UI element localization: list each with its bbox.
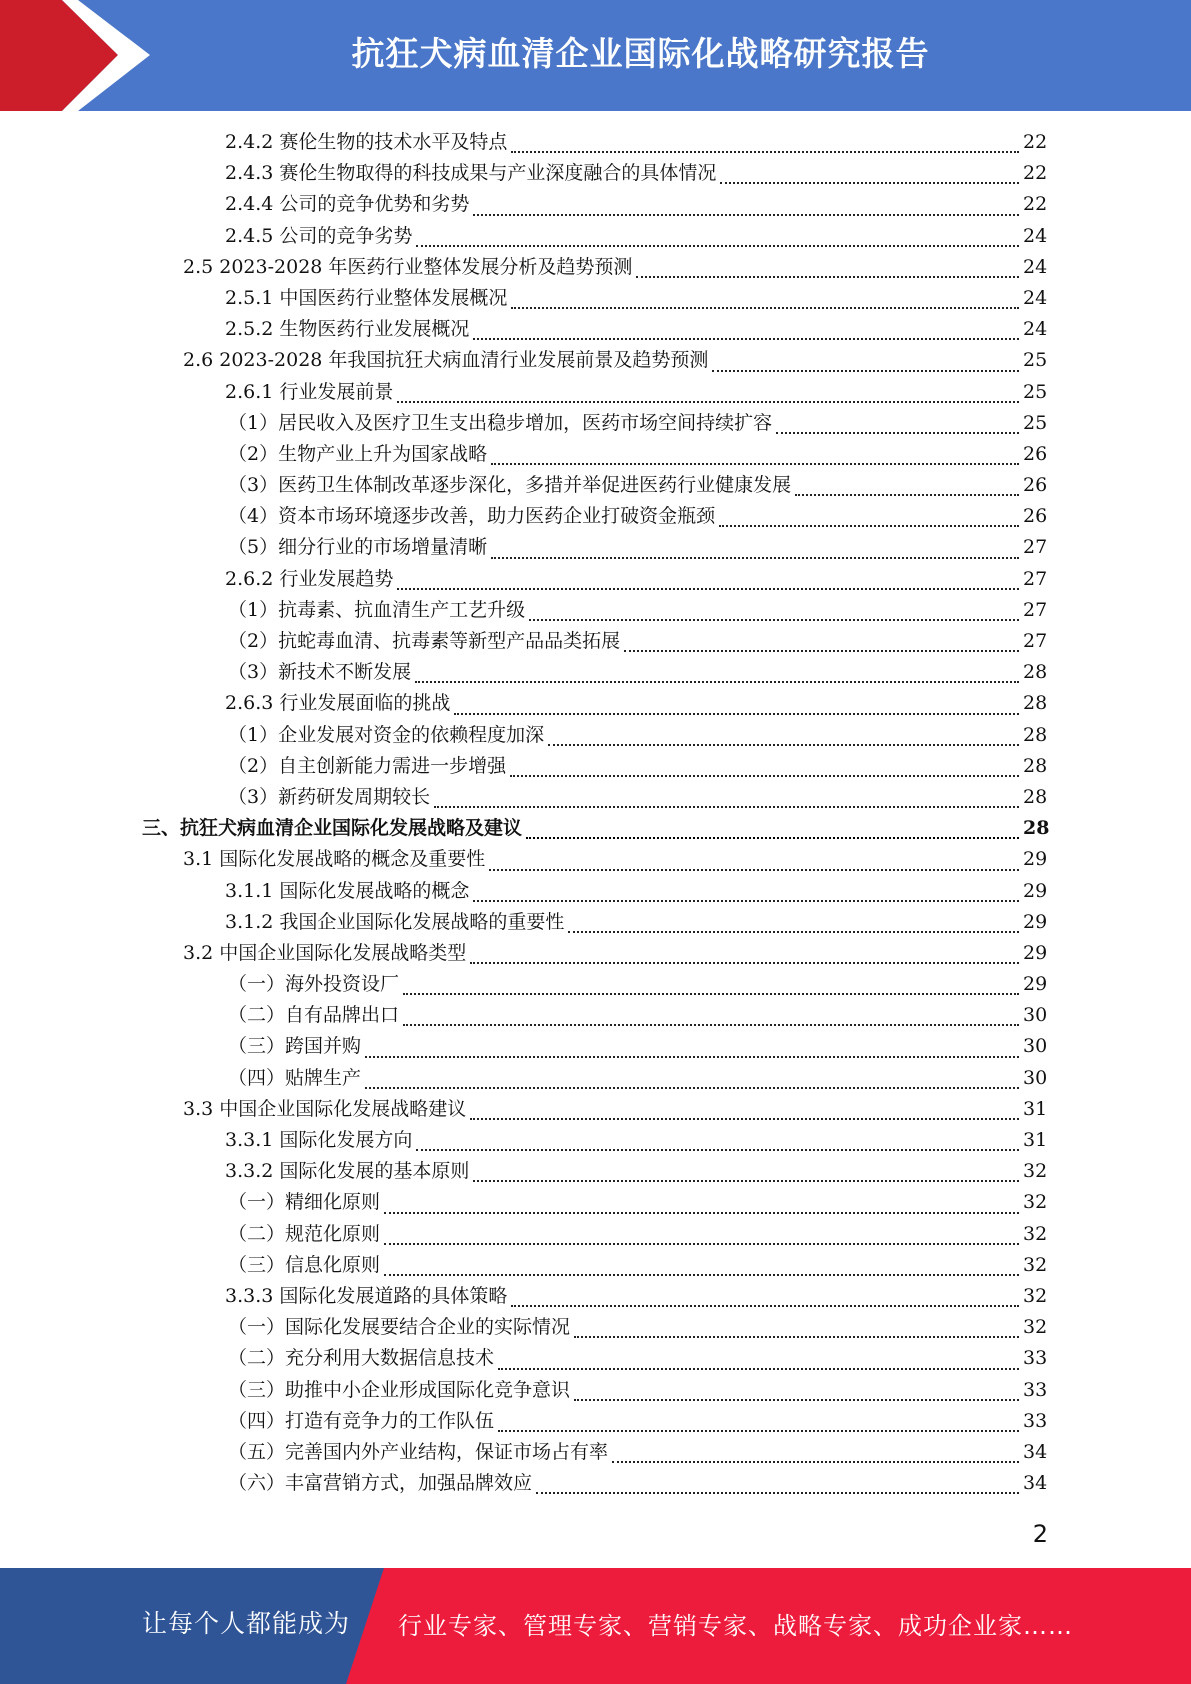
toc-entry[interactable] xyxy=(225,377,1047,408)
toc-entry[interactable] xyxy=(228,439,1047,470)
toc-dot-leader xyxy=(526,837,1019,839)
toc-entry-page: 24 xyxy=(1023,286,1048,309)
toc-entry-page: 29 xyxy=(1023,910,1048,933)
toc-entry-title: （1）居民收入及医疗卫生支出稳步增加，医药市场空间持续扩容 xyxy=(228,411,773,434)
toc-entry-title: （2）抗蛇毒血清、抗毒素等新型产品品类拓展 xyxy=(228,630,621,652)
toc-entry-page: 29 xyxy=(1023,941,1048,964)
toc-dot-leader xyxy=(568,931,1019,933)
toc-entry-title: 2.6.2 行业发展趋势 xyxy=(225,567,394,590)
toc-dot-leader xyxy=(511,307,1019,309)
toc-dot-leader xyxy=(397,401,1019,403)
toc-entry-title: 2.4.2 赛伦生物的技术水平及特点 xyxy=(225,131,508,153)
toc-entry-title: （二）充分利用大数据信息技术 xyxy=(228,1347,495,1370)
toc-entry-title: 2.5.1 中国医药行业整体发展概况 xyxy=(225,286,508,309)
toc-entry-title: 2.5.2 生物医药行业发展概况 xyxy=(225,318,470,341)
toc-entry-page: 30 xyxy=(1023,1035,1048,1058)
toc-entry-title: （三）助推中小企业形成国际化竞争意识 xyxy=(228,1378,571,1401)
toc-entry-title: （一）精细化原则 xyxy=(228,1191,381,1214)
toc-dot-leader xyxy=(719,525,1019,527)
toc-dot-leader xyxy=(574,1336,1019,1338)
toc-entry[interactable] xyxy=(228,532,1047,563)
toc-dot-leader xyxy=(416,1149,1019,1151)
toc-entry[interactable] xyxy=(225,876,1047,907)
page-number: 2 xyxy=(1032,1520,1048,1548)
toc-entry[interactable] xyxy=(228,408,1047,439)
toc-entry[interactable] xyxy=(228,1343,1047,1374)
page-footer xyxy=(0,1568,1191,1684)
toc-dot-leader xyxy=(536,1492,1019,1494)
toc-entry[interactable] xyxy=(228,782,1047,813)
toc-dot-leader xyxy=(776,432,1019,434)
toc-entry-title: （一）海外投资设厂 xyxy=(228,973,400,996)
toc-dot-leader xyxy=(384,1243,1019,1245)
toc-entry-title: 3.1 国际化发展战略的概念及重要性 xyxy=(183,848,486,871)
toc-entry-page: 28 xyxy=(1023,723,1048,746)
toc-entry[interactable] xyxy=(225,564,1047,595)
toc-entry[interactable] xyxy=(225,283,1047,314)
toc-dot-leader xyxy=(720,182,1019,184)
toc-entry[interactable] xyxy=(225,314,1047,345)
toc-dot-leader xyxy=(548,744,1019,746)
toc-entry-title: （一）国际化发展要结合企业的实际情况 xyxy=(228,1316,571,1339)
toc-entry-page: 32 xyxy=(1023,1284,1048,1307)
toc-dot-leader xyxy=(403,1024,1019,1026)
toc-entry-page: 34 xyxy=(1023,1472,1048,1495)
toc-entry-page: 30 xyxy=(1023,1066,1048,1089)
toc-entry-title: 3.3.1 国际化发展方向 xyxy=(225,1129,413,1151)
toc-entry[interactable] xyxy=(228,1375,1047,1406)
toc-dot-leader xyxy=(510,775,1019,777)
toc-dot-leader xyxy=(624,650,1019,652)
page-header xyxy=(0,0,1191,111)
toc-entry-page: 31 xyxy=(1023,1097,1048,1120)
toc-entry-title: （1）抗毒素、抗血清生产工艺升级 xyxy=(228,598,526,621)
toc-entry-page: 24 xyxy=(1023,255,1048,278)
toc-dot-leader xyxy=(473,900,1019,902)
toc-entry-page: 30 xyxy=(1023,1004,1048,1027)
toc-entry-page: 27 xyxy=(1023,598,1048,621)
toc-entry[interactable] xyxy=(228,470,1047,501)
toc-entry-title: （四）打造有竞争力的工作队伍 xyxy=(228,1409,495,1432)
toc-dot-leader xyxy=(473,338,1019,340)
toc-entry[interactable] xyxy=(228,751,1047,782)
toc-entry-title: 3.1.2 我国企业国际化发展战略的重要性 xyxy=(225,910,565,933)
toc-entry-page: 32 xyxy=(1023,1253,1048,1276)
toc-entry[interactable] xyxy=(142,813,1050,844)
toc-dot-leader xyxy=(384,1212,1019,1214)
toc-entry-title: （二）规范化原则 xyxy=(228,1222,381,1245)
toc-entry-page: 26 xyxy=(1023,505,1048,528)
toc-entry-page: 24 xyxy=(1023,224,1048,247)
toc-dot-leader xyxy=(473,214,1019,216)
toc-entry-title: （三）跨国并购 xyxy=(228,1035,362,1058)
toc-entry[interactable] xyxy=(225,1125,1047,1156)
toc-dot-leader xyxy=(415,681,1019,683)
toc-entry-page: 22 xyxy=(1023,193,1048,216)
toc-dot-leader xyxy=(511,1305,1019,1307)
toc-entry-title: 2.4.4 公司的竞争优势和劣势 xyxy=(225,193,470,216)
toc-entry[interactable] xyxy=(225,688,1047,719)
toc-entry-page: 27 xyxy=(1023,630,1048,652)
toc-entry-title: 3.3.2 国际化发展的基本原则 xyxy=(225,1160,470,1183)
toc-entry[interactable] xyxy=(225,221,1047,252)
toc-entry[interactable] xyxy=(228,1250,1047,1281)
toc-dot-leader xyxy=(416,245,1019,247)
toc-entry-page: 29 xyxy=(1023,973,1048,996)
toc-entry[interactable] xyxy=(225,158,1047,189)
toc-entry-page: 25 xyxy=(1023,380,1048,403)
toc-entry[interactable] xyxy=(183,1094,1047,1125)
toc-entry-page: 34 xyxy=(1023,1440,1048,1463)
toc-entry-page: 28 xyxy=(1023,661,1048,684)
toc-dot-leader xyxy=(491,557,1019,559)
toc-entry-title: （2）自主创新能力需进一步增强 xyxy=(228,754,507,777)
toc-entry[interactable] xyxy=(225,189,1047,220)
toc-entry-page: 26 xyxy=(1023,442,1048,465)
toc-entry-title: （3）新技术不断发展 xyxy=(228,661,412,684)
toc-entry-title: （二）自有品牌出口 xyxy=(228,1004,400,1027)
toc-entry[interactable] xyxy=(225,1156,1047,1187)
toc-dot-leader xyxy=(403,993,1019,995)
toc-dot-leader xyxy=(491,463,1019,465)
toc-entry-title: 3.2 中国企业国际化发展战略类型 xyxy=(183,941,467,964)
toc-entry-title: （5）细分行业的市场增量清晰 xyxy=(228,536,488,559)
toc-entry-title: （六）丰富营销方式，加强品牌效应 xyxy=(228,1472,533,1495)
toc-entry-page: 27 xyxy=(1023,536,1048,559)
toc-entry[interactable] xyxy=(228,1219,1047,1250)
toc-dot-leader xyxy=(470,1118,1019,1120)
toc-entry[interactable] xyxy=(228,657,1047,688)
toc-entry-title: 2.5 2023-2028 年医药行业整体发展分析及趋势预测 xyxy=(183,255,633,278)
toc-entry[interactable] xyxy=(228,1000,1047,1031)
toc-entry-page: 22 xyxy=(1023,162,1048,185)
table-of-contents xyxy=(0,127,1191,1499)
toc-entry-title: 3.1.1 国际化发展战略的概念 xyxy=(225,879,470,902)
toc-entry-title: （四）贴牌生产 xyxy=(228,1066,362,1089)
toc-dot-leader xyxy=(529,619,1019,621)
toc-entry[interactable] xyxy=(225,907,1047,938)
toc-entry[interactable] xyxy=(228,1406,1047,1437)
toc-entry-page: 31 xyxy=(1023,1129,1048,1151)
toc-entry[interactable] xyxy=(228,1468,1047,1499)
toc-entry-page: 28 xyxy=(1023,692,1048,715)
toc-entry-title: 3.3 中国企业国际化发展战略建议 xyxy=(183,1097,467,1120)
toc-entry[interactable] xyxy=(228,1437,1047,1468)
toc-entry-page: 32 xyxy=(1023,1160,1048,1183)
toc-entry-page: 29 xyxy=(1023,848,1048,871)
toc-entry[interactable] xyxy=(228,720,1047,751)
toc-entry-page: 26 xyxy=(1023,474,1048,497)
toc-entry-page: 24 xyxy=(1023,318,1048,341)
toc-entry-page: 22 xyxy=(1023,131,1048,153)
toc-dot-leader xyxy=(397,588,1019,590)
toc-entry-title: 2.6 2023-2028 年我国抗狂犬病血清行业发展前景及趋势预测 xyxy=(183,349,709,372)
toc-entry-page: 33 xyxy=(1023,1347,1048,1370)
toc-entry-title: 2.6.1 行业发展前景 xyxy=(225,380,394,403)
toc-entry-page: 27 xyxy=(1023,567,1048,590)
toc-entry-title: 三、抗狂犬病血清企业国际化发展战略及建议 xyxy=(142,817,523,840)
toc-dot-leader xyxy=(365,1087,1019,1089)
toc-entry[interactable] xyxy=(228,1031,1047,1062)
toc-entry-page: 32 xyxy=(1023,1191,1048,1214)
toc-entry[interactable] xyxy=(228,626,1047,657)
footer-slogan-left: 让每个人都能成为 xyxy=(142,1609,351,1638)
toc-entry[interactable] xyxy=(225,127,1047,158)
toc-entry-page: 28 xyxy=(1023,817,1050,840)
footer-slogan-right: 行业专家、管理专家、营销专家、战略专家、成功企业家…… xyxy=(398,1612,1073,1640)
toc-entry-page: 32 xyxy=(1023,1316,1048,1339)
toc-entry[interactable] xyxy=(228,501,1047,532)
toc-entry-title: （三）信息化原则 xyxy=(228,1253,381,1276)
toc-dot-leader xyxy=(712,370,1019,372)
toc-dot-leader xyxy=(511,151,1019,153)
toc-entry-page: 28 xyxy=(1023,754,1048,777)
toc-dot-leader xyxy=(470,962,1019,964)
toc-dot-leader xyxy=(384,1274,1019,1276)
toc-entry-page: 29 xyxy=(1023,879,1048,902)
toc-entry-page: 28 xyxy=(1023,785,1048,808)
toc-entry-title: 2.6.3 行业发展面临的挑战 xyxy=(225,692,451,715)
toc-entry-title: （2）生物产业上升为国家战略 xyxy=(228,442,488,465)
toc-entry-title: 2.4.3 赛伦生物取得的科技成果与产业深度融合的具体情况 xyxy=(225,162,717,185)
toc-entry[interactable] xyxy=(228,1187,1047,1218)
header-red-chevron xyxy=(0,0,118,111)
toc-dot-leader xyxy=(454,713,1019,715)
toc-entry-page: 25 xyxy=(1023,349,1048,372)
toc-entry-title: （3）新药研发周期较长 xyxy=(228,785,431,808)
toc-entry[interactable] xyxy=(228,969,1047,1000)
toc-dot-leader xyxy=(795,494,1019,496)
toc-dot-leader xyxy=(489,869,1019,871)
toc-entry-title: （3）医药卫生体制改革逐步深化，多措并举促进医药行业健康发展 xyxy=(228,474,792,497)
toc-entry-page: 33 xyxy=(1023,1409,1048,1432)
toc-dot-leader xyxy=(574,1399,1019,1401)
toc-entry[interactable] xyxy=(183,844,1047,875)
toc-entry[interactable] xyxy=(228,1063,1047,1094)
toc-entry-page: 32 xyxy=(1023,1222,1048,1245)
toc-entry[interactable] xyxy=(225,1281,1047,1312)
toc-entry[interactable] xyxy=(228,595,1047,626)
toc-dot-leader xyxy=(498,1430,1019,1432)
toc-dot-leader xyxy=(473,1180,1019,1182)
toc-entry[interactable] xyxy=(183,938,1047,969)
toc-dot-leader xyxy=(498,1368,1019,1370)
toc-entry[interactable] xyxy=(228,1312,1047,1343)
toc-entry-page: 25 xyxy=(1023,411,1048,434)
toc-entry-title: 3.3.3 国际化发展道路的具体策略 xyxy=(225,1284,508,1307)
toc-entry-title: （五）完善国内外产业结构，保证市场占有率 xyxy=(228,1440,609,1463)
toc-entry-title: （4）资本市场环境逐步改善，助力医药企业打破资金瓶颈 xyxy=(228,505,716,528)
toc-dot-leader xyxy=(612,1461,1019,1463)
toc-entry-page: 33 xyxy=(1023,1378,1048,1401)
toc-entry-title: （1）企业发展对资金的依赖程度加深 xyxy=(228,723,545,746)
toc-entry[interactable] xyxy=(183,252,1047,283)
toc-dot-leader xyxy=(365,1056,1019,1058)
toc-dot-leader xyxy=(636,276,1019,278)
toc-entry[interactable] xyxy=(183,345,1047,376)
toc-dot-leader xyxy=(434,806,1019,808)
toc-entry-title: 2.4.5 公司的竞争劣势 xyxy=(225,224,413,247)
document-title: 抗狂犬病血清企业国际化战略研究报告 xyxy=(351,34,930,73)
